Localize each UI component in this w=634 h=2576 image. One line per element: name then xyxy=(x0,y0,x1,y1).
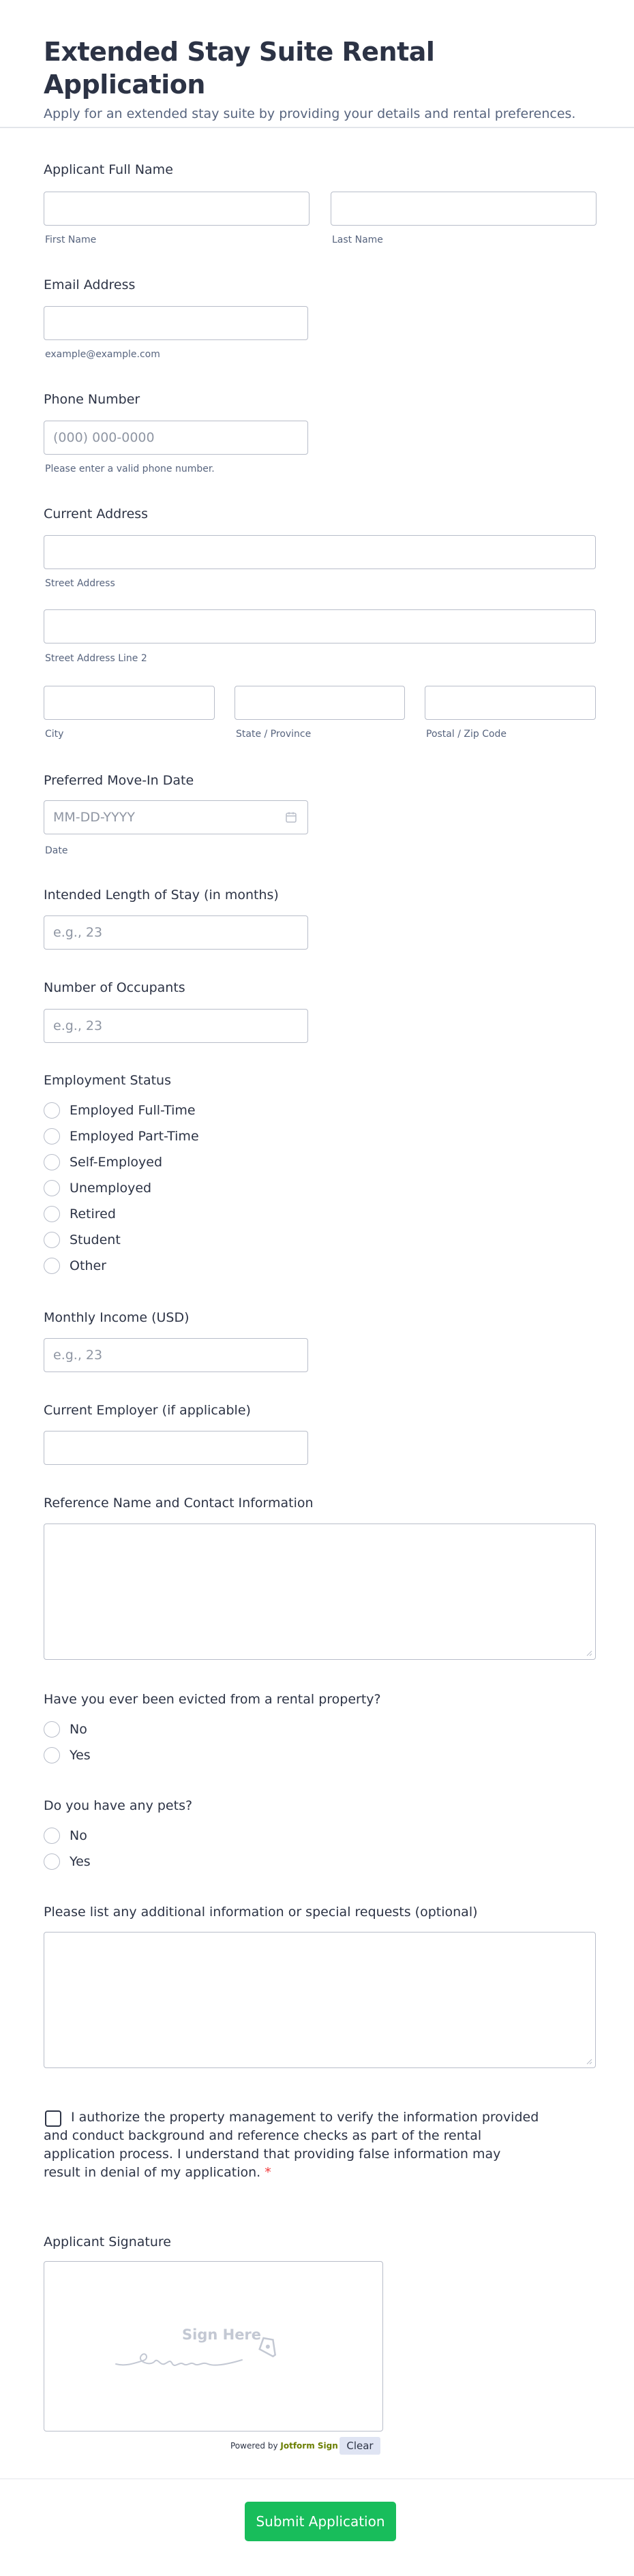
radio-button[interactable] xyxy=(44,1206,60,1222)
radio-button[interactable] xyxy=(44,1258,60,1274)
move-in-date-label: Preferred Move-In Date xyxy=(44,773,194,788)
form-header xyxy=(0,0,634,128)
consent-statement: I authorize the property management to verify the information provided and conduct background and reference checks as part of the rental application process. I understand that providing false information may result in denial of my application. xyxy=(44,2110,539,2180)
employment-option-full-time[interactable] xyxy=(44,1100,196,1121)
powered-by-prefix: Powered by xyxy=(230,2441,278,2451)
street-address-input[interactable] xyxy=(44,535,596,569)
city-input[interactable] xyxy=(44,686,215,720)
email-label: Email Address xyxy=(44,277,136,292)
first-name-sublabel: First Name xyxy=(45,234,97,245)
monthly-income-label: Monthly Income (USD) xyxy=(44,1310,190,1325)
evicted-label: Have you ever been evicted from a rental property? xyxy=(44,1692,381,1707)
radio-button[interactable] xyxy=(44,1747,60,1763)
radio-label: No xyxy=(70,1828,87,1843)
resize-grip-icon[interactable] xyxy=(586,2058,592,2065)
street-address-sublabel: Street Address xyxy=(45,578,115,589)
last-name-sublabel: Last Name xyxy=(332,234,383,245)
radio-label: No xyxy=(70,1722,87,1737)
city-sublabel: City xyxy=(45,729,64,740)
signature-pad[interactable] xyxy=(44,2261,383,2431)
powered-by-text xyxy=(230,2441,338,2451)
monthly-income-input[interactable] xyxy=(44,1338,308,1372)
clear-signature-button[interactable]: Clear xyxy=(339,2437,380,2455)
move-in-date-sublabel: Date xyxy=(45,845,68,856)
pets-option-yes[interactable] xyxy=(44,1851,91,1872)
sign-here-placeholder: Sign Here xyxy=(182,2327,262,2343)
state-input[interactable] xyxy=(235,686,405,720)
current-employer-label: Current Employer (if applicable) xyxy=(44,1403,251,1418)
first-name-input[interactable] xyxy=(44,192,310,226)
street-address-line2-sublabel: Street Address Line 2 xyxy=(45,653,147,664)
radio-button[interactable] xyxy=(44,1721,60,1738)
radio-button[interactable] xyxy=(44,1853,60,1870)
form-subtitle: Apply for an extended stay suite by providing your details and rental preferences. xyxy=(44,106,576,121)
phone-label: Phone Number xyxy=(44,392,140,407)
move-in-date-input[interactable] xyxy=(44,800,308,834)
pets-label: Do you have any pets? xyxy=(44,1798,193,1813)
employment-option-unemployed[interactable] xyxy=(44,1178,151,1198)
zip-sublabel: Postal / Zip Code xyxy=(426,729,507,740)
radio-button[interactable] xyxy=(44,1180,60,1196)
radio-label: Other xyxy=(70,1258,106,1273)
jotform-sign-brand: Jotform Sign xyxy=(280,2441,338,2451)
radio-button[interactable] xyxy=(44,1232,60,1248)
additional-info-label: Please list any additional information or special requests (optional) xyxy=(44,1905,478,1920)
radio-label: Yes xyxy=(70,1854,91,1869)
zip-input[interactable] xyxy=(425,686,596,720)
radio-button[interactable] xyxy=(44,1128,60,1145)
employment-option-self-employed[interactable] xyxy=(44,1152,162,1172)
form-title: Extended Stay Suite Rental Application xyxy=(44,37,435,100)
state-sublabel: State / Province xyxy=(236,729,312,740)
radio-label: Yes xyxy=(70,1748,91,1763)
current-employer-input[interactable] xyxy=(44,1431,308,1465)
occupants-label: Number of Occupants xyxy=(44,980,185,995)
length-of-stay-input[interactable] xyxy=(44,915,308,950)
address-label: Current Address xyxy=(44,506,149,521)
email-input[interactable] xyxy=(44,306,308,340)
evicted-option-no[interactable] xyxy=(44,1719,87,1740)
radio-label: Employed Part-Time xyxy=(70,1129,199,1144)
additional-info-textarea[interactable] xyxy=(44,1932,596,2068)
phone-sublabel: Please enter a valid phone number. xyxy=(45,464,215,474)
full-name-label: Applicant Full Name xyxy=(44,162,173,177)
required-mark: * xyxy=(265,2165,271,2180)
phone-input[interactable] xyxy=(44,421,308,455)
signature-label: Applicant Signature xyxy=(44,2234,171,2249)
radio-label: Self-Employed xyxy=(70,1155,163,1170)
street-address-line2-input[interactable] xyxy=(44,609,596,643)
radio-button[interactable] xyxy=(44,1102,60,1119)
reference-label: Reference Name and Contact Information xyxy=(44,1496,314,1511)
employment-option-student[interactable] xyxy=(44,1230,121,1250)
signature-scribble-icon xyxy=(112,2337,317,2378)
calendar-icon[interactable] xyxy=(285,811,297,823)
radio-label: Student xyxy=(70,1232,121,1247)
radio-label: Unemployed xyxy=(70,1181,152,1196)
submit-button[interactable]: Submit Application xyxy=(245,2502,396,2541)
employment-status-label: Employment Status xyxy=(44,1073,171,1088)
consent-text xyxy=(44,2108,541,2182)
radio-label: Retired xyxy=(70,1207,116,1222)
pets-option-no[interactable] xyxy=(44,1825,87,1846)
reference-textarea[interactable] xyxy=(44,1524,596,1660)
radio-label: Employed Full-Time xyxy=(70,1103,196,1118)
evicted-option-yes[interactable] xyxy=(44,1745,91,1766)
last-name-input[interactable] xyxy=(331,192,597,226)
employment-option-retired[interactable] xyxy=(44,1204,116,1224)
radio-button[interactable] xyxy=(44,1154,60,1170)
email-sublabel: example@example.com xyxy=(45,349,160,360)
length-of-stay-label: Intended Length of Stay (in months) xyxy=(44,888,279,903)
occupants-input[interactable] xyxy=(44,1009,308,1043)
radio-button[interactable] xyxy=(44,1828,60,1844)
resize-grip-icon[interactable] xyxy=(586,1650,592,1656)
employment-option-part-time[interactable] xyxy=(44,1126,199,1147)
employment-option-other[interactable] xyxy=(44,1256,106,1276)
